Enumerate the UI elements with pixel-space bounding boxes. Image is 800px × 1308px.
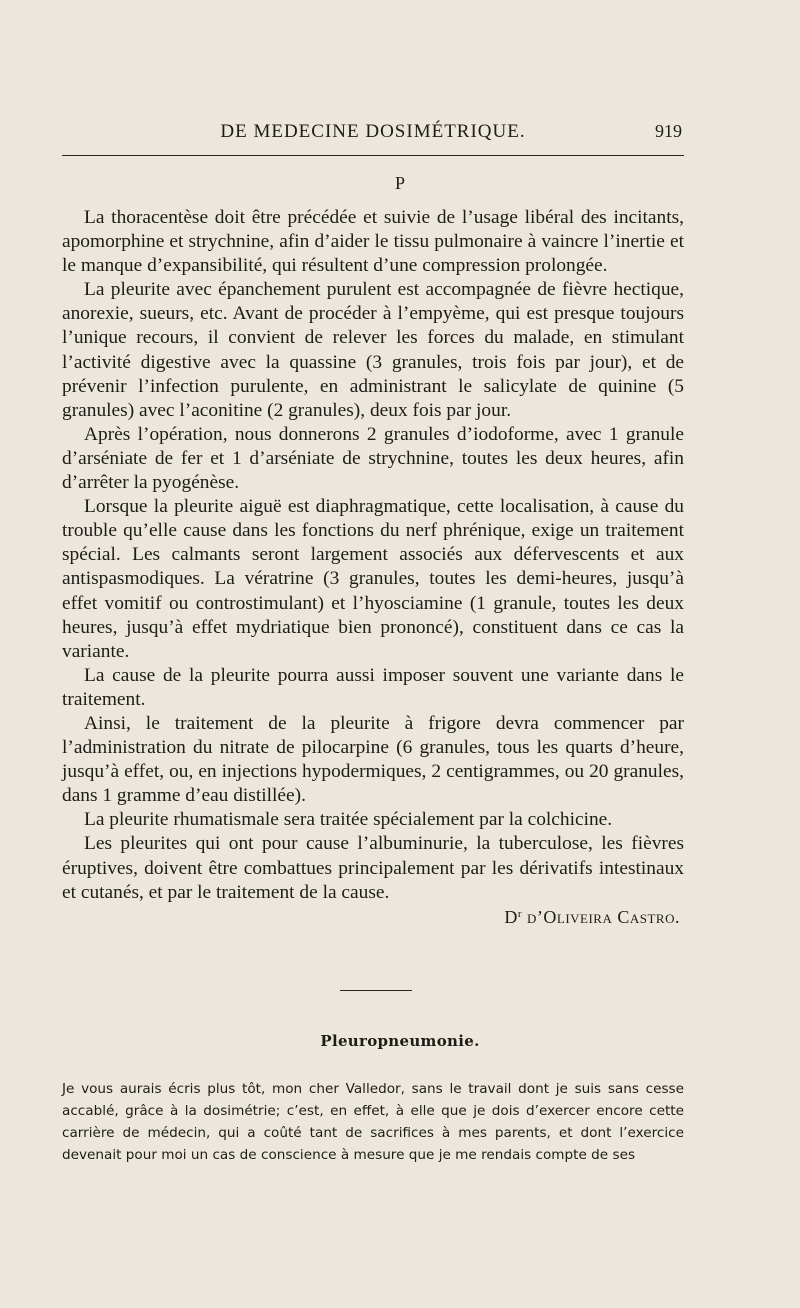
- signature-title-sup: r: [517, 907, 522, 920]
- paragraph: Lorsque la pleurite aiguë est diaphragmatique, cette localisation, à cause du trouble qu’elle cause dans les fonctions du nerf phrénique, exige un traitement spécial. Les calmants seront largement associés aux défervescents et aux antispasmodiques. La vératrine (3 granules, toutes les demi-heures, jusqu’à effet vomitif ou controstimulant) et l’hyosciamine (1 granule, toutes les deux heures, jusqu’à effet mydriatique bien prononcé), constituent dans ce cas la variante.: [62, 496, 684, 662]
- paragraph: La pleurite rhumatismale sera traitée spécialement par la colchicine.: [84, 809, 613, 831]
- signature-name: d’Oliveira Castro.: [522, 906, 680, 927]
- article-body: [62, 206, 684, 929]
- section-letter: P: [394, 173, 405, 193]
- signature-title: D: [504, 906, 518, 927]
- author-signature: [62, 905, 684, 929]
- paragraph: Après l’opération, nous donnerons 2 granules d’iodoforme, avec 1 granule d’arséniate de fer et 1 d’arséniate de strychnine, toutes les deux heures, afin d’arrêter la pyogénèse.: [62, 423, 684, 494]
- header-rule: [62, 155, 684, 156]
- article-title: Pleuropneumonie.: [320, 1032, 480, 1050]
- paragraph: Ainsi, le traitement de la pleurite à frigore devra commencer par l’administration du nitrate de pilocarpine (6 granules, tous les quarts d’heure, jusqu’à effet, ou, en injections hypodermiques, 2 centigrammes, ou 20 granules, dans 1 gramme d’eau distillée).: [62, 712, 684, 807]
- letter-body: [62, 1078, 684, 1166]
- paragraph: La pleurite avec épanchement purulent est accompagnée de fièvre hectique, anorexie, sueurs, etc. Avant de procéder à l’empyème, qui est presque toujours l’unique recours, il convient de relever les forces du malade, en stimulant l’activité digestive avec la quassine (3 granules, trois fois par jour), et de prévenir l’infection purulente, en administrant le salicylate de quinine (5 granules) avec l’aconitine (2 granules), deux fois par jour.: [62, 279, 684, 421]
- paragraph: La thoracentèse doit être précédée et suivie de l’usage libéral des incitants, apomorphine et strychnine, afin d’aider le tissu pulmonaire à vaincre l’inertie et le manque d’expansibilité, qui résultent d’une compression prolongée.: [62, 207, 684, 277]
- paragraph: La cause de la pleurite pourra aussi imposer souvent une variante dans le traitement.: [62, 664, 684, 710]
- running-header: [62, 121, 684, 147]
- section-divider: [340, 990, 412, 991]
- paragraph: Les pleurites qui ont pour cause l’albuminurie, la tuberculose, les fièvres éruptives, doivent être combattues principalement par les dérivatifs intestinaux et cutanés, et par le traitement de la cause.: [62, 833, 684, 903]
- page-number: 919: [655, 121, 682, 141]
- running-title: DE MEDECINE DOSIMÉTRIQUE.: [220, 121, 526, 142]
- letter-paragraph: Je vous aurais écris plus tôt, mon cher Valledor, sans le travail dont je suis sans cesse accablé, grâce à la dosimétrie; c’est, en effet, à elle que je dois d’exercer encore cette carrière de médecin, qui a coûté tant de sacrifices à mes parents, et dont l’exercice devenait pour moi un cas de conscience à mesure que je me rendais compte de ses: [62, 1081, 684, 1163]
